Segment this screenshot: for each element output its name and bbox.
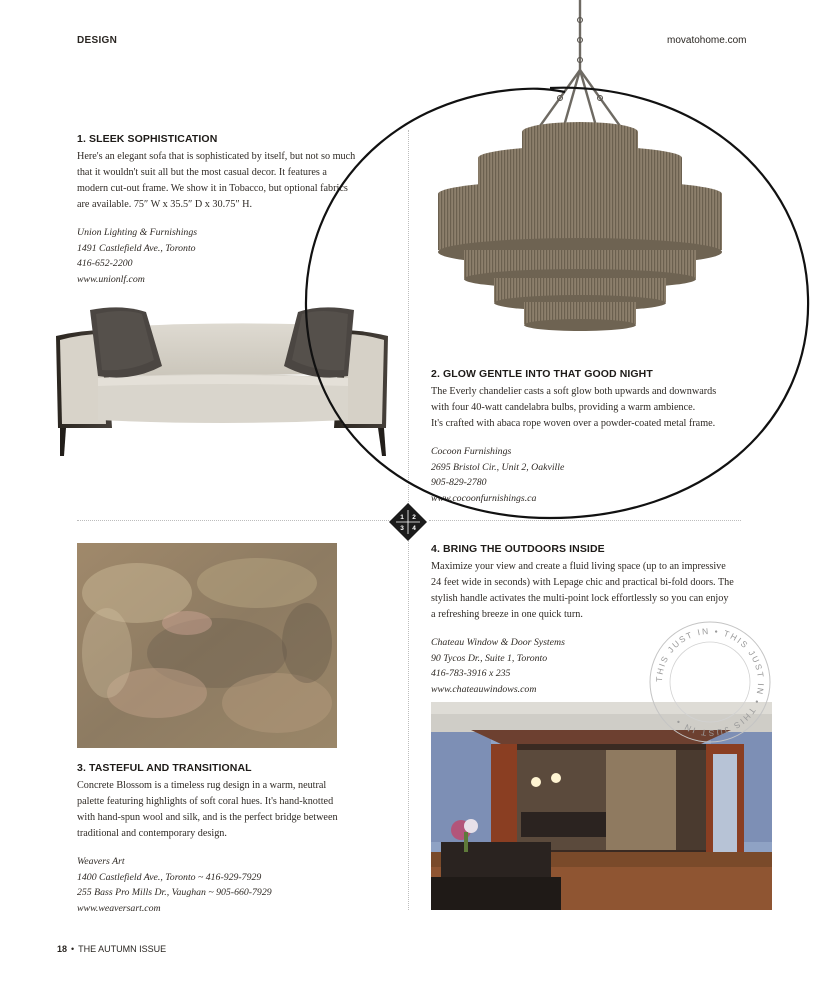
item-3-store: Weavers Art — [77, 856, 125, 867]
footer — [57, 944, 166, 954]
item-2-line: The Everly chandelier casts a soft glow both upwards and downwards — [431, 386, 717, 397]
badge-number-1: 1 — [400, 514, 404, 521]
item-1-address: 1491 Castlefield Ave., Toronto — [77, 242, 196, 254]
issue-name: THE AUTUMN ISSUE — [78, 944, 167, 954]
item-1-phone: 416-652-2200 — [77, 258, 133, 270]
item-3-address-1: 1400 Castlefield Ave., Toronto ~ 416-929-7929 — [77, 871, 262, 883]
item-1-line: that it wouldn't suit all but the most casual decor. It features a — [77, 167, 327, 178]
item-1-store: Union Lighting & Furnishings — [77, 227, 198, 238]
badge-number-2: 2 — [412, 514, 416, 521]
item-1-title: 1. SLEEK SOPHISTICATION — [77, 133, 218, 145]
footer-bullet: • — [71, 944, 75, 954]
item-2-title: 2. GLOW GENTLE INTO THAT GOOD NIGHT — [431, 368, 653, 380]
item-4-description — [431, 559, 746, 623]
item-3-line: with hand-spun wool and silk, and is the perfect bridge between — [77, 812, 338, 823]
item-1-website[interactable]: www.unionlf.com — [77, 273, 145, 285]
rug-image — [77, 543, 337, 748]
item-3-website[interactable]: www.weaversart.com — [77, 902, 161, 914]
page-number: 18 — [57, 944, 68, 954]
item-1-line: Here's an elegant sofa that is sophisticated by itself, but not so much — [77, 151, 356, 162]
item-2-address: 2695 Bristol Cir., Unit 2, Oakville — [431, 461, 565, 473]
item-4-store: Chateau Window & Door Systems — [431, 637, 565, 648]
item-3-title: 3. TASTEFUL AND TRANSITIONAL — [77, 762, 252, 774]
item-4-address: 90 Tycos Dr., Suite 1, Toronto — [431, 652, 548, 664]
badge-number-3: 3 — [400, 525, 404, 532]
item-4-line: 24 feet wide in seconds) with Lepage chic and practical bi-fold doors. The — [431, 577, 734, 588]
item-3 — [77, 762, 377, 916]
item-4-website[interactable]: www.chateauwindows.com — [431, 683, 537, 695]
svg-text:THIS JUST IN • THIS JUST IN • — [654, 626, 766, 738]
item-3-line: Concrete Blossom is a timeless rug design in a warm, neutral — [77, 780, 327, 791]
site-url[interactable]: movatohome.com — [667, 35, 747, 46]
item-3-line: traditional and contemporary design. — [77, 828, 227, 839]
item-3-contact — [77, 854, 377, 916]
item-1-line: modern cut-out frame. We show it in Tobacco, but optional fabrics — [77, 183, 348, 194]
this-just-in-stamp — [646, 618, 774, 746]
item-2-line: with four 40-watt candelabra bulbs, providing a warm ambience. — [431, 402, 696, 413]
item-3-line: palette featuring highlights of soft coral hues. It's hand-knotted — [77, 796, 334, 807]
item-4-title: 4. BRING THE OUTDOORS INSIDE — [431, 543, 605, 555]
item-4-line: a refreshing breeze in one quick turn. — [431, 609, 583, 620]
item-3-description — [77, 778, 377, 842]
hand-drawn-circle — [300, 82, 812, 524]
item-3-address-2: 255 Bass Pro Mills Dr., Vaughan ~ 905-660-7929 — [77, 887, 272, 899]
badge-number-4: 4 — [412, 525, 416, 532]
item-2-website[interactable]: www.cocoonfurnishings.ca — [431, 492, 537, 504]
item-4-phone: 416-783-3916 x 235 — [431, 668, 511, 680]
item-2-line: It's crafted with abaca rope woven over a powder-coated metal frame. — [431, 418, 716, 429]
item-4-line: stylish handle activates the multi-point lock effortlessly so you can enjoy — [431, 593, 729, 604]
item-1-line: are available. 75″ W x 35.5″ D x 30.75″ H. — [77, 199, 253, 210]
item-2-phone: 905-829-2780 — [431, 477, 487, 489]
section-badge — [388, 502, 428, 542]
item-2-store: Cocoon Furnishings — [431, 446, 512, 457]
section-label: DESIGN — [77, 35, 118, 46]
item-4-line: Maximize your view and create a fluid living space (up to an impressive — [431, 561, 726, 572]
stamp-text: THIS JUST IN • THIS JUST IN • THIS JUST IN • — [653, 625, 767, 739]
